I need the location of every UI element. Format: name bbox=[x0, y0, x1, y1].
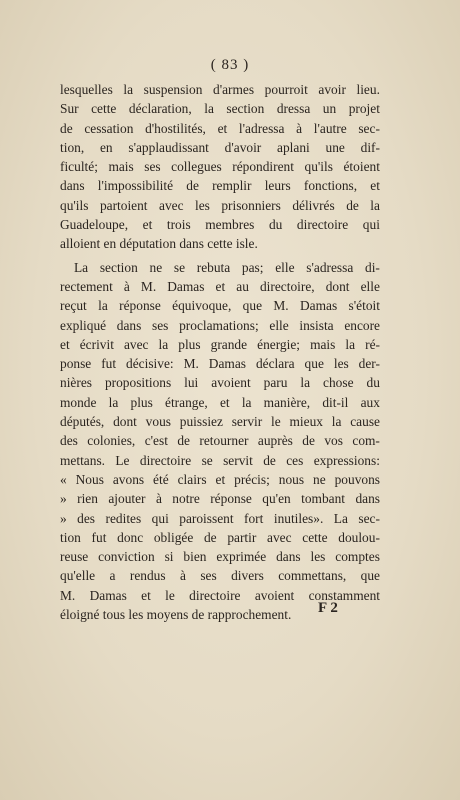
text-line: de cessation d'hostilités, et l'adressa à l'autre sec- bbox=[60, 120, 380, 136]
body-text bbox=[60, 80, 380, 624]
text-line: « Nous avons été clairs et précis; nous ne pouvons bbox=[60, 471, 380, 487]
page-number: ( 83 ) bbox=[210, 57, 250, 73]
text-line: des colonies, c'est de retourner auprès de vos com- bbox=[60, 433, 380, 449]
text-line: rectement à M. Damas et au directoire, dont elle bbox=[60, 278, 380, 294]
text-line: qu'elle a rendus à ses divers commettans, que bbox=[60, 568, 380, 584]
text-line: éloigné tous les moyens de rapprochement. bbox=[60, 607, 292, 623]
text-line: lesquelles la suspension d'armes pourroit avoir lieu. bbox=[60, 82, 380, 97]
text-line: qu'ils partoient avec les prisonniers délivrés de la bbox=[60, 197, 380, 213]
text-line: ficulté; mais ses collegues répondirent qu'ils étoient bbox=[60, 159, 380, 175]
text-line: » rien ajouter à notre réponse qu'en tombant dans bbox=[60, 491, 380, 507]
text-line: La section ne se rebuta pas; elle s'adressa di- bbox=[74, 259, 380, 275]
text-line: dans l'impossibilité de remplir leurs fonctions, et bbox=[60, 178, 380, 194]
text-line: Sur cette déclaration, la section dressa un projet bbox=[60, 101, 380, 117]
text-line: reçut la réponse équivoque, que M. Damas s'étoit bbox=[60, 298, 380, 314]
text-line: tion fut donc obligée de partir avec cette doulou- bbox=[60, 529, 380, 545]
text-line: ponse fut décisive: M. Damas déclara que les der- bbox=[60, 356, 380, 372]
text-line: députés, dont vous puissiez servir le mieux la cause bbox=[60, 414, 380, 430]
text-line: nières propositions lui avoient paru la chose du bbox=[60, 375, 380, 391]
text-line: expliqué dans ses proclamations; elle insista encore bbox=[60, 317, 380, 333]
text-line: et écrivit avec la plus grande énergie; mais la ré- bbox=[60, 336, 380, 352]
text-line: M. Damas et le directoire avoient constamment bbox=[60, 587, 380, 603]
text-line: tion, en s'applaudissant d'avoir aplani une dif- bbox=[60, 139, 380, 155]
text-line: alloient en députation dans cette isle. bbox=[60, 236, 258, 252]
text-line: » des redites qui paroissent fort inutiles». La sec- bbox=[60, 510, 380, 526]
text-line: reuse conviction si bien exprimée dans les comptes bbox=[60, 549, 380, 565]
text-line: monde la plus étrange, et la manière, dit-il aux bbox=[60, 394, 380, 410]
text-line: mettans. Le directoire se servit de ces expressions: bbox=[60, 452, 380, 468]
text-line: Guadeloupe, et trois membres du directoire qui bbox=[60, 217, 380, 233]
signature-mark: F 2 bbox=[318, 600, 338, 616]
